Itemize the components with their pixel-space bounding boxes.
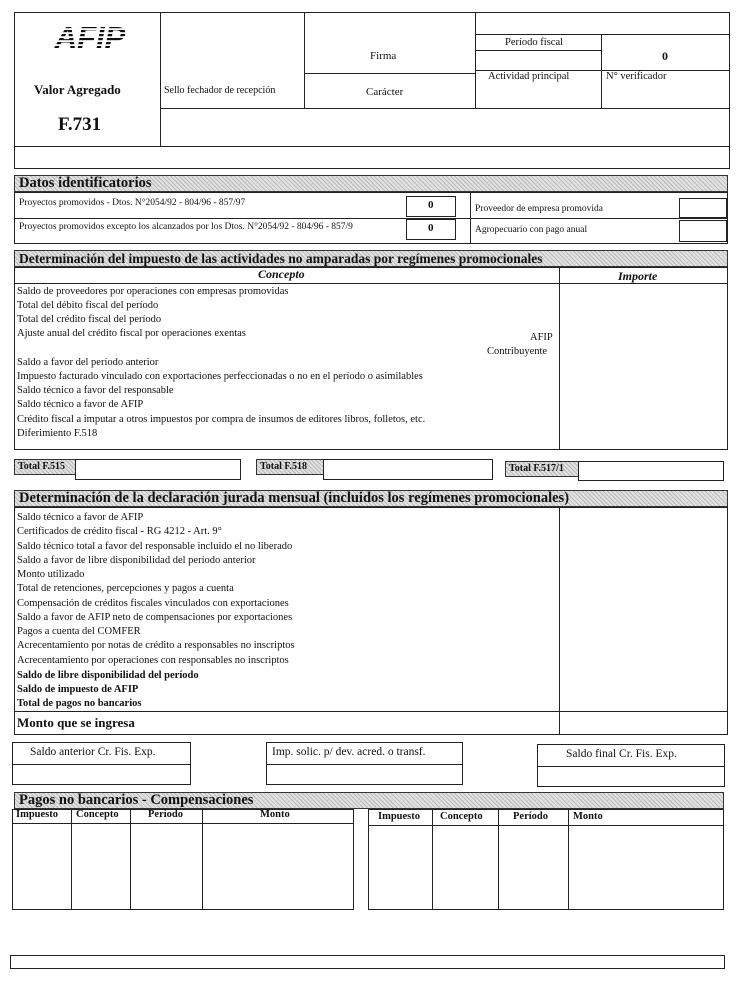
agropecuario-checkbox[interactable] [679, 220, 727, 242]
periodo-fiscal-label: Período fiscal [505, 37, 564, 48]
form-title: Valor Agregado [34, 82, 121, 97]
pagos-right-col-concepto: Concepto [440, 811, 483, 822]
datos-row1-label: Proyectos promovidos - Dtos. N°2054/92 - 804/96 - 857/97 [19, 198, 246, 208]
imp-solic-label: Imp. solic. p/ dev. acred. o transf. [272, 746, 426, 758]
actividad-label: Actividad principal [488, 71, 570, 82]
list-item: Impuesto facturado vinculado con exportaciones perfeccionadas o no en el período o asimilables [17, 371, 423, 382]
list-item: Ajuste anual del crédito fiscal por operaciones exentas [17, 328, 246, 339]
logo-text: AFIP [54, 22, 126, 52]
list-item: Acrecentamiento por notas de crédito a responsables no inscriptos [17, 640, 295, 651]
pagos-table-left [12, 809, 354, 910]
total-f517-field[interactable] [578, 461, 724, 481]
list-item: Total del débito fiscal del período [17, 300, 159, 311]
bottom-strip [10, 955, 725, 969]
total-f515-label: Total F.515 [14, 459, 76, 475]
ajuste-contribuyente: Contribuyente [487, 346, 548, 357]
total-f518-label: Total F.518 [256, 459, 324, 475]
pagos-left-col-periodo: Período [148, 809, 183, 820]
list-item: Diferimiento F.518 [17, 428, 98, 439]
pagos-left-col-concepto: Concepto [76, 809, 119, 820]
pagos-right-col-periodo: Período [513, 811, 548, 822]
verificador-label: N° verificador [606, 71, 667, 82]
monto-ingresa-label: Monto que se ingresa [17, 715, 135, 730]
pagos-right-col-monto: Monto [573, 811, 603, 822]
saldo-anterior-label: Saldo anterior Cr. Fis. Exp. [30, 746, 156, 758]
saldo-final-label: Saldo final Cr. Fis. Exp. [566, 748, 677, 760]
section-no-amparadas: Determinación del impuesto de las actividades no amparadas por regímenes promocionales [14, 250, 728, 267]
list-item: Compensación de créditos fiscales vinculados con exportaciones [17, 598, 289, 609]
stamp-label: Sello fechador de recepción [164, 85, 276, 96]
section-pagos: Pagos no bancarios - Compensaciones [14, 792, 724, 809]
list-item: Acrecentamiento por operaciones con responsables no inscriptos [17, 655, 289, 666]
ajuste-afip: AFIP [530, 332, 553, 343]
list-item: Total de retenciones, percepciones y pagos a cuenta [17, 583, 234, 594]
datos-row1-value-text: 0 [428, 199, 434, 211]
datos-row2-label: Proyectos promovidos excepto los alcanzados por los Dtos. N°2054/92 - 804/96 - 857/9 [19, 222, 353, 232]
proveedor-checkbox[interactable] [679, 198, 727, 218]
list-item: Saldo de libre disponibilidad del período [17, 670, 199, 681]
list-item: Total del crédito fiscal del período [17, 314, 162, 325]
pagos-right-col-impuesto: Impuesto [378, 811, 421, 822]
list-item: Total de pagos no bancarios [17, 698, 142, 709]
total-f517-label: Total F.517/1 [505, 461, 579, 477]
caracter-label: Carácter [366, 86, 404, 98]
pagos-left-col-monto: Monto [260, 809, 290, 820]
firma-label: Firma [370, 50, 397, 62]
list-item: Certificados de crédito fiscal - RG 4212 - Art. 9° [17, 526, 222, 537]
datos-row2-value-text: 0 [428, 222, 434, 234]
list-item: Saldo técnico a favor de AFIP [17, 399, 144, 410]
list-item: Crédito fiscal a imputar a otros impuestos por compra de insumos de editores libros, folletos, etc. [17, 414, 426, 425]
concepto-header: Concepto [258, 267, 305, 281]
afip-logo [32, 22, 148, 52]
section-mensual: Determinación de la declaración jurada mensual (incluidos los regímenes promocionales) [14, 490, 728, 507]
form-code: F.731 [58, 114, 102, 135]
list-item: Saldo técnico a favor del responsable [17, 385, 174, 396]
list-item: Saldo técnico total a favor del responsable incluido el no liberado [17, 541, 293, 552]
periodo-fiscal-value: 0 [662, 49, 668, 63]
list-item: Saldo a favor de AFIP neto de compensaciones por exportaciones [17, 612, 293, 623]
agropecuario-label: Agropecuario con pago anual [475, 225, 588, 235]
list-item: Saldo a favor de libre disponibilidad del período anterior [17, 555, 256, 566]
pagos-left-col-impuesto: Impuesto [16, 809, 59, 820]
list-item: Saldo de impuesto de AFIP [17, 684, 139, 695]
list-item: Saldo a favor del período anterior [17, 357, 159, 368]
total-f518-field[interactable] [323, 459, 493, 480]
list-item: Saldo de proveedores por operaciones con empresas promovidas [17, 286, 289, 297]
list-item: Saldo técnico a favor de AFIP [17, 512, 144, 523]
list-item: Monto utilizado [17, 569, 85, 580]
importe-header: Importe [618, 269, 658, 283]
proveedor-label: Proveedor de empresa promovida [475, 204, 603, 214]
total-f515-field[interactable] [75, 459, 241, 480]
section-datos: Datos identificatorios [14, 175, 728, 192]
list-item: Pagos a cuenta del COMFER [17, 626, 141, 637]
